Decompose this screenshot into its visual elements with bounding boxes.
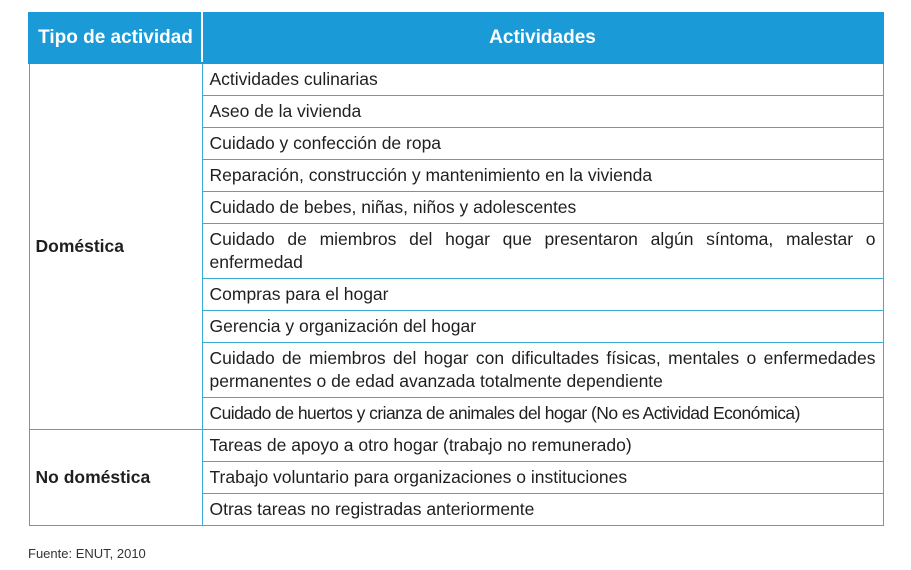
activity-cell: Otras tareas no registradas anteriormente xyxy=(202,494,883,526)
activity-cell: Cuidado de miembros del hogar con dificultades físicas, mentales o enfermedades permanentes o de edad avanzada totalmente dependiente xyxy=(202,343,883,398)
activity-cell: Cuidado de miembros del hogar que presentaron algún síntoma, malestar o enfermedad xyxy=(202,224,883,279)
table-row xyxy=(29,63,883,96)
activity-cell: Cuidado y confección de ropa xyxy=(202,128,883,160)
activity-cell: Trabajo voluntario para organizaciones o instituciones xyxy=(202,462,883,494)
activity-cell: Gerencia y organización del hogar xyxy=(202,311,883,343)
activity-table xyxy=(28,12,884,526)
activity-cell: Aseo de la vivienda xyxy=(202,96,883,128)
activity-cell: Compras para el hogar xyxy=(202,279,883,311)
activity-cell: Cuidado de huertos y crianza de animales del hogar (No es Actividad Económica) xyxy=(202,398,883,430)
header-tipo-de-actividad: Tipo de actividad xyxy=(29,13,202,63)
activity-table-container xyxy=(28,12,882,526)
table-header-row xyxy=(29,13,883,63)
table-row xyxy=(29,430,883,462)
header-actividades: Actividades xyxy=(202,13,883,63)
type-cell-domestica: Doméstica xyxy=(29,63,202,430)
activity-cell: Reparación, construcción y mantenimiento en la vivienda xyxy=(202,160,883,192)
source-note: Fuente: ENUT, 2010 xyxy=(28,546,146,561)
activity-cell: Actividades culinarias xyxy=(202,63,883,96)
activity-cell: Tareas de apoyo a otro hogar (trabajo no remunerado) xyxy=(202,430,883,462)
type-cell-no-domestica: No doméstica xyxy=(29,430,202,526)
activity-cell: Cuidado de bebes, niñas, niños y adolescentes xyxy=(202,192,883,224)
